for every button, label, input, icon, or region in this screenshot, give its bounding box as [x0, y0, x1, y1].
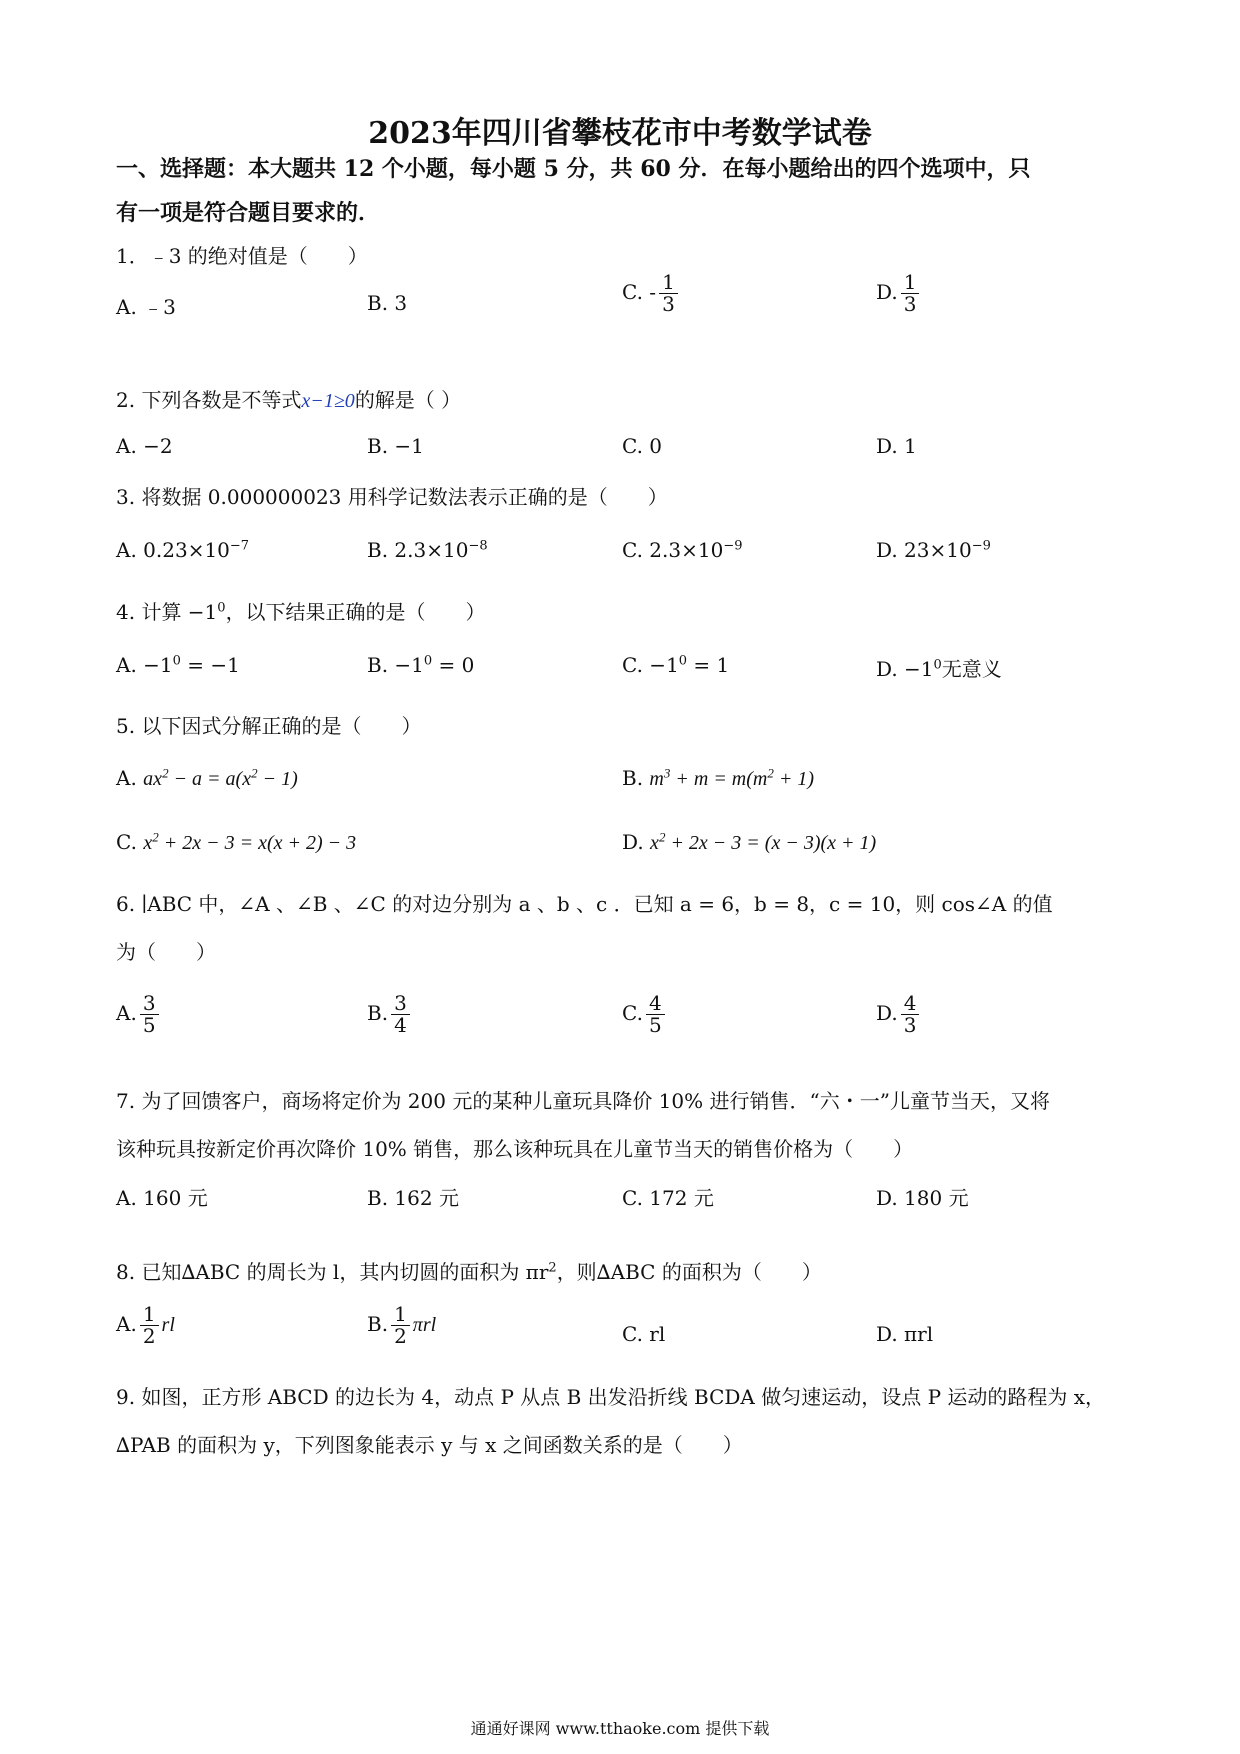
question-7-option-d: D. 180 元 — [876, 1186, 969, 1210]
question-5-option-c: C. $x^2 + 2x - 3 = x(x + 2) - 3$ — [116, 829, 357, 854]
question-7-option-c: C. 172 元 — [622, 1186, 714, 1210]
question-5-option-a: A. $ax^2 - a = a(x^2 - 1)$ — [116, 765, 298, 790]
question-7-stem-line2: 该种玩具按新定价再次降价 10% 销售，那么该种玩具在儿童节当天的销售价格为（ ） — [116, 1137, 914, 1161]
question-3-option-c: C. $2.3\times 10^{-9}$ — [622, 538, 743, 562]
question-8-option-a: A. $\frac{1}{2}$ rl — [116, 1302, 175, 1348]
question-8-stem: 8. 已知∆ABC 的周长为 l，其内切圆的面积为 $\pi r^2$，则∆ABC 的面积为（ ） — [116, 1260, 822, 1284]
page-title: 2023年四川省攀枝花市中考数学试卷 — [368, 116, 872, 151]
question-6-option-c: C. $\frac{4}{5}$ — [622, 993, 668, 1036]
question-6-stem-line1: 6. ∣ABC 中，∠A 、∠B 、∠C 的对边分别为 a 、b 、c ．已知 a = 6，b = 8，c = 10，则 cos∠A 的值 — [116, 892, 1053, 916]
question-4-option-c: C. $-1^0 = 1$ — [622, 653, 730, 677]
question-3-option-a: A. $0.23\times 10^{-7}$ — [116, 538, 250, 562]
question-5-stem: 5. 以下因式分解正确的是（ ） — [116, 714, 422, 738]
question-1-option-c: C. - $\frac{1}{3}$ — [622, 272, 681, 315]
question-2-option-b: B. −1 — [367, 434, 424, 458]
question-2-stem: 2. 下列各数是不等式x−1≥0的解是（ ） — [116, 388, 462, 412]
question-1-option-b: B. 3 — [367, 291, 408, 315]
question-6-stem-line2: 为（ ） — [116, 940, 216, 964]
section-heading-line1: 一、选择题：本大题共 12 个小题，每小题 5 分，共 60 分．在每小题给出的四个选项中，只 — [116, 156, 1031, 182]
question-9-stem-line1: 9. 如图，正方形 ABCD 的边长为 4，动点 P 从点 B 出发沿折线 BCDA 做匀速运动，设点 P 运动的路程为 x， — [116, 1385, 1106, 1409]
question-9-stem-line2: ∆PAB 的面积为 y，下列图象能表示 y 与 x 之间函数关系的是（ ） — [116, 1433, 743, 1457]
question-5-option-d: D. $x^2 + 2x - 3 = (x - 3)(x + 1)$ — [622, 829, 877, 854]
question-2-option-a: A. −2 — [116, 434, 173, 458]
question-1-stem: 1．﹣3 的绝对值是（ ） — [116, 244, 368, 268]
question-4-stem: 4. 计算 $-1^0$，以下结果正确的是（ ） — [116, 600, 486, 624]
question-7-stem-line1: 7. 为了回馈客户，商场将定价为 200 元的某种儿童玩具降价 10% 进行销售．“六・一”儿童节当天，又将 — [116, 1089, 1050, 1113]
question-1-option-d: D. $\frac{1}{3}$ — [876, 272, 922, 315]
question-7-option-a: A. 160 元 — [116, 1186, 208, 1210]
question-4-option-a: A. $-1^0 = -1$ — [116, 653, 240, 677]
question-4-option-d: D. $-1^0$无意义 — [876, 657, 1002, 681]
question-3-option-b: B. $2.3\times 10^{-8}$ — [367, 538, 488, 562]
question-2-option-c: C. 0 — [622, 434, 663, 458]
question-6-option-d: D. $\frac{4}{3}$ — [876, 993, 922, 1036]
question-3-option-d: D. $23\times 10^{-9}$ — [876, 538, 991, 562]
question-8-option-c: C. rl — [622, 1322, 666, 1346]
question-4-option-b: B. $-1^0 = 0$ — [367, 653, 475, 677]
question-8-option-d: D. πrl — [876, 1322, 934, 1346]
question-6-option-a: A. $\frac{3}{5}$ — [116, 993, 162, 1036]
question-2-option-d: D. 1 — [876, 434, 917, 458]
question-7-option-b: B. 162 元 — [367, 1186, 459, 1210]
question-5-option-b: B. $m^3 + m = m(m^2 + 1)$ — [622, 765, 815, 790]
question-3-stem: 3. 将数据 0.000000023 用科学记数法表示正确的是（ ） — [116, 485, 668, 509]
question-1-option-a: A. ﹣3 — [116, 295, 176, 319]
question-6-option-b: B. $\frac{3}{4}$ — [367, 993, 413, 1036]
page-footer: 通通好课网 www.tthaoke.com 提供下载 — [470, 1719, 770, 1738]
question-8-option-b: B. $\frac{1}{2}$ πrl — [367, 1302, 437, 1348]
section-heading-line2: 有一项是符合题目要求的． — [116, 200, 381, 226]
